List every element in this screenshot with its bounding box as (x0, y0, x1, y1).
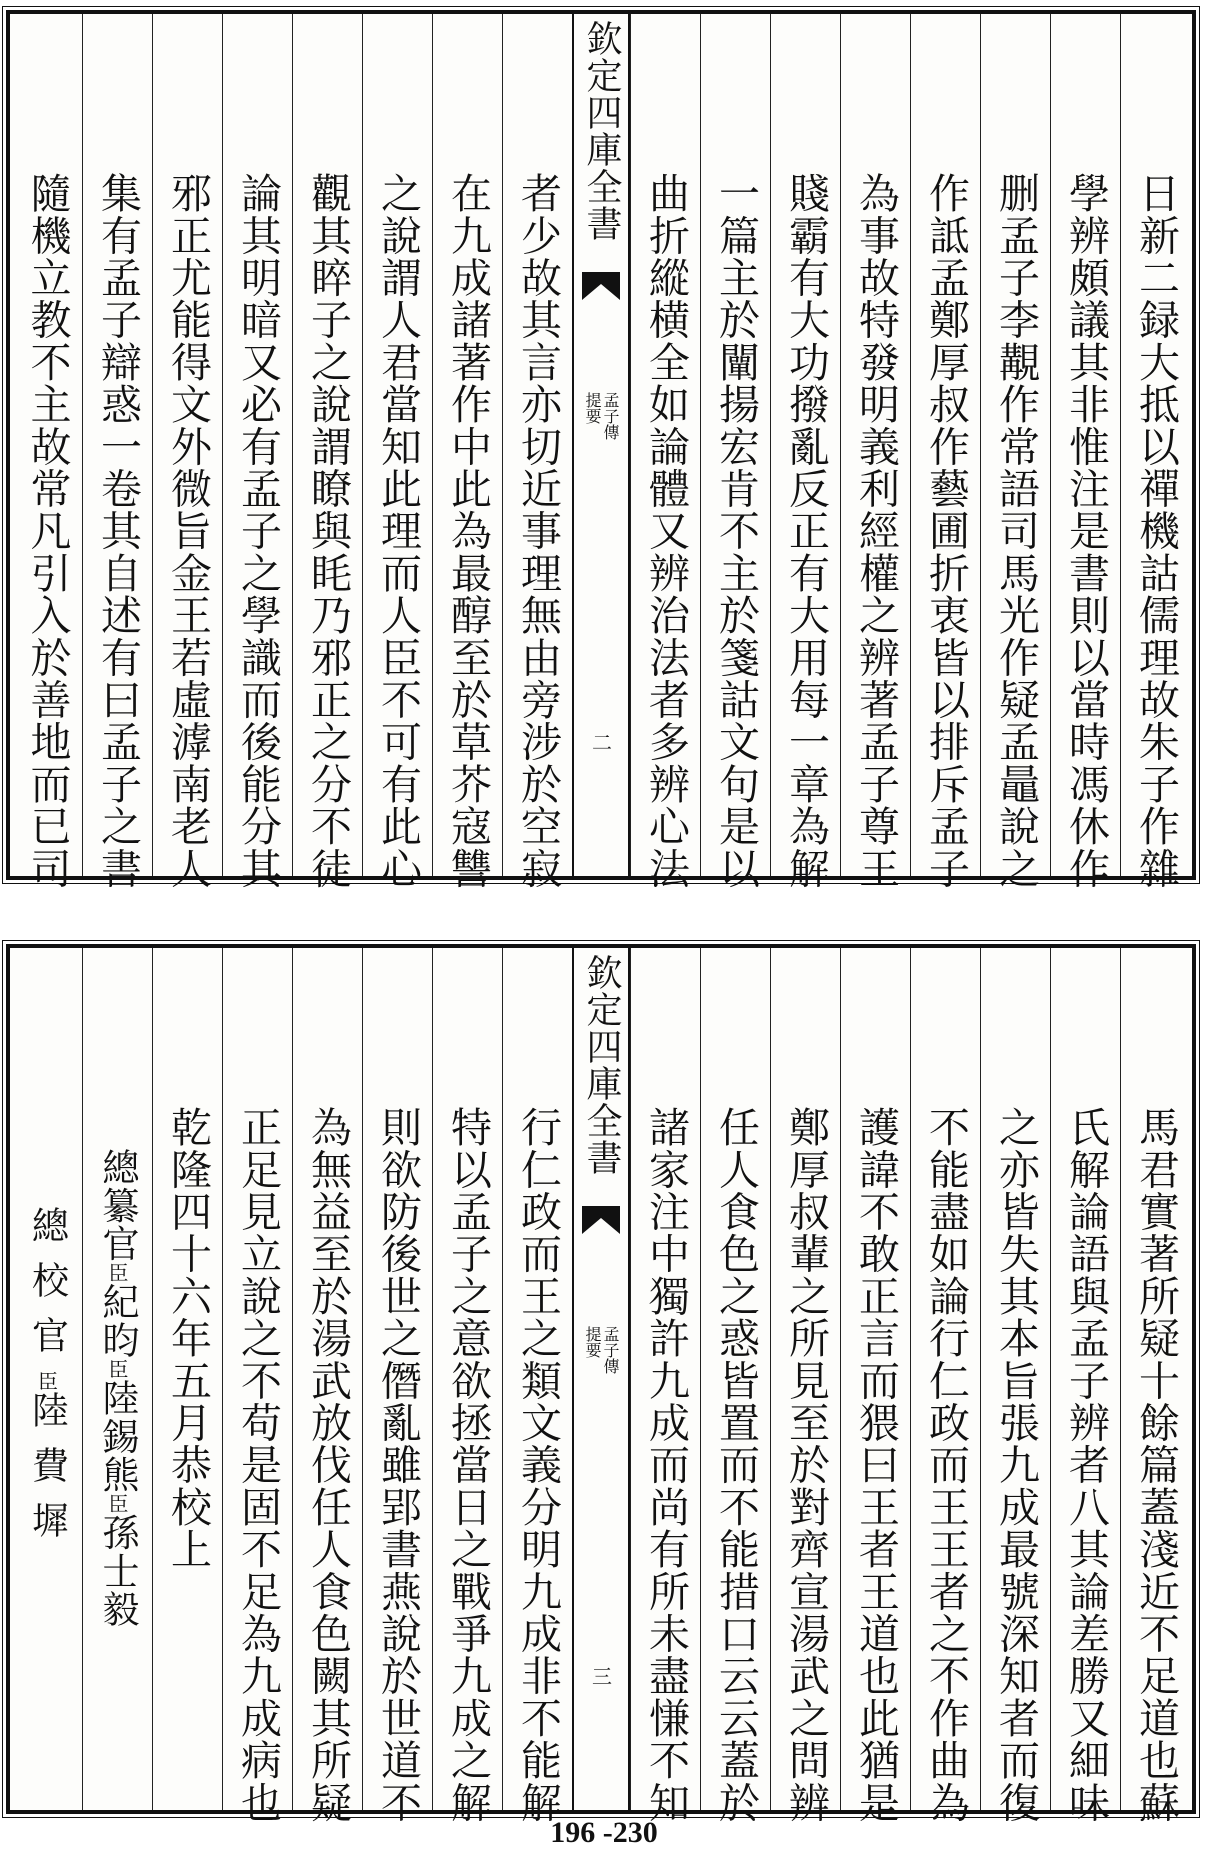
column-text: 一篇主於闡揚宏肯不主於箋詁文句是以 (712, 172, 760, 890)
text-column (292, 14, 362, 890)
text-column (700, 14, 770, 890)
text-column (502, 948, 572, 1824)
folio-number: 三 (588, 1666, 613, 1686)
column-text: 删孟子李覯作常語司馬光作疑孟鼂說之 (992, 172, 1040, 890)
text-column (980, 14, 1050, 890)
center-fold (572, 948, 630, 1810)
column-text: 學辨頗議其非惟注是書則以當時馮休作 (1062, 172, 1110, 890)
text-column (362, 948, 432, 1824)
book-title: 欽定四庫全書 (581, 20, 622, 242)
column-text: 馬君實著所疑十餘篇蓋淺近不足道也蘇 (1132, 1106, 1180, 1824)
text-column (1050, 948, 1120, 1824)
column-text: 為事故特發明義利經權之辨著孟子尊王 (852, 172, 900, 890)
page-panel-2 (6, 944, 1196, 1824)
column-text: 者少故其言亦切近事理無由旁涉於空寂 (514, 172, 562, 890)
text-column (82, 14, 152, 890)
text-column (502, 14, 572, 890)
column-text: 曲折縱横全如論體又辨治法者多辨心法 (642, 172, 690, 890)
signature-column-editors (82, 948, 152, 1810)
text-column (630, 948, 700, 1824)
text-column (222, 948, 292, 1824)
fishtail-mark-icon (582, 1206, 620, 1234)
column-text: 行仁政而王之類文義分明九成非不能解 (514, 1106, 562, 1824)
text-column (700, 948, 770, 1824)
column-text: 邪正尤能得文外微旨金王若虛滹南老人 (164, 172, 212, 890)
center-subtitle-left: 提要 (583, 392, 602, 424)
column-text: 隨機立教不主故常凡引入於善地而已司 (23, 172, 72, 890)
text-column (770, 14, 840, 890)
date-line: 乾隆四十六年五月恭校上 (164, 1106, 212, 1571)
text-column (980, 948, 1050, 1824)
column-text: 護諱不敢正言而猥曰王者王道也此猶是 (852, 1106, 900, 1824)
column-text: 為無益至於湯武放伐任人食色闕其所疑 (304, 1106, 352, 1824)
book-title: 欽定四庫全書 (581, 954, 622, 1176)
signature-column-proofreader (12, 948, 82, 1810)
text-column (362, 14, 432, 890)
text-column (222, 14, 292, 890)
text-column (910, 14, 980, 890)
column-text: 正足見立說之不苟是固不足為九成病也 (234, 1106, 282, 1824)
center-subtitle-right: 孟子傳 (601, 392, 620, 440)
text-column (840, 14, 910, 890)
column-text: 特以孟子之意欲拯當日之戰爭九成之解 (444, 1106, 492, 1824)
column-text: 觀其睟子之說謂瞭與眊乃邪正之分不徒 (304, 172, 352, 890)
column-text: 則欲防後世之僭亂雖郢書燕說於世道不 (374, 1106, 422, 1824)
column-text: 賤霸有大功撥亂反正有大用每一章為解 (782, 172, 830, 890)
text-column (1050, 14, 1120, 890)
text-column (152, 948, 222, 1810)
center-subtitle-left: 提要 (583, 1326, 602, 1358)
column-text: 集有孟子辯惑一卷其自述有曰孟子之書 (94, 172, 142, 890)
folio-number: 二 (588, 732, 613, 752)
column-text: 諸家注中獨許九成而尚有所未盡慊不知 (642, 1106, 690, 1824)
column-text: 日新二録大抵以禪機詁儒理故朱子作雜 (1132, 172, 1180, 890)
text-column (12, 14, 82, 890)
page-number: 196 -230 (550, 1816, 658, 1849)
text-column (292, 948, 362, 1824)
text-column (840, 948, 910, 1824)
fishtail-mark-icon (582, 272, 620, 300)
text-column (630, 14, 700, 890)
column-text: 之亦皆失其本旨張九成最號深知者而復 (992, 1106, 1040, 1824)
signature-editors: 總纂官臣紀昀臣陸錫熊臣孫士毅 (96, 1148, 139, 1629)
text-column (910, 948, 980, 1824)
text-column (432, 14, 502, 890)
column-text: 論其明暗又必有孟子之學識而後能分其 (234, 172, 282, 890)
column-text: 不能盡如論行仁政而王王者之不作曲為 (922, 1106, 970, 1824)
column-text: 作詆孟鄭厚叔作藝圃折衷皆以排斥孟子 (922, 172, 970, 890)
text-column (152, 14, 222, 890)
page-panel-1 (6, 10, 1196, 890)
text-column (432, 948, 502, 1824)
text-column (1120, 14, 1190, 890)
text-column (770, 948, 840, 1824)
center-subtitle-right: 孟子傳 (601, 1326, 620, 1374)
column-text: 鄭厚叔輩之所見至於對齊宣湯武之問辨 (782, 1106, 830, 1824)
center-fold (572, 14, 630, 876)
text-column (1120, 948, 1190, 1824)
signature-proofreader: 總校官臣陸費墀 (25, 1206, 69, 1556)
column-text: 任人食色之惑皆置而不能措口云云蓋於 (712, 1106, 760, 1824)
column-text: 氏解論語與孟子辨者八其論差勝又細味 (1062, 1106, 1110, 1824)
column-text: 在九成諸著作中此為最醇至於草芥寇讐 (444, 172, 492, 890)
column-text: 之說謂人君當知此理而人臣不可有此心 (374, 172, 422, 890)
